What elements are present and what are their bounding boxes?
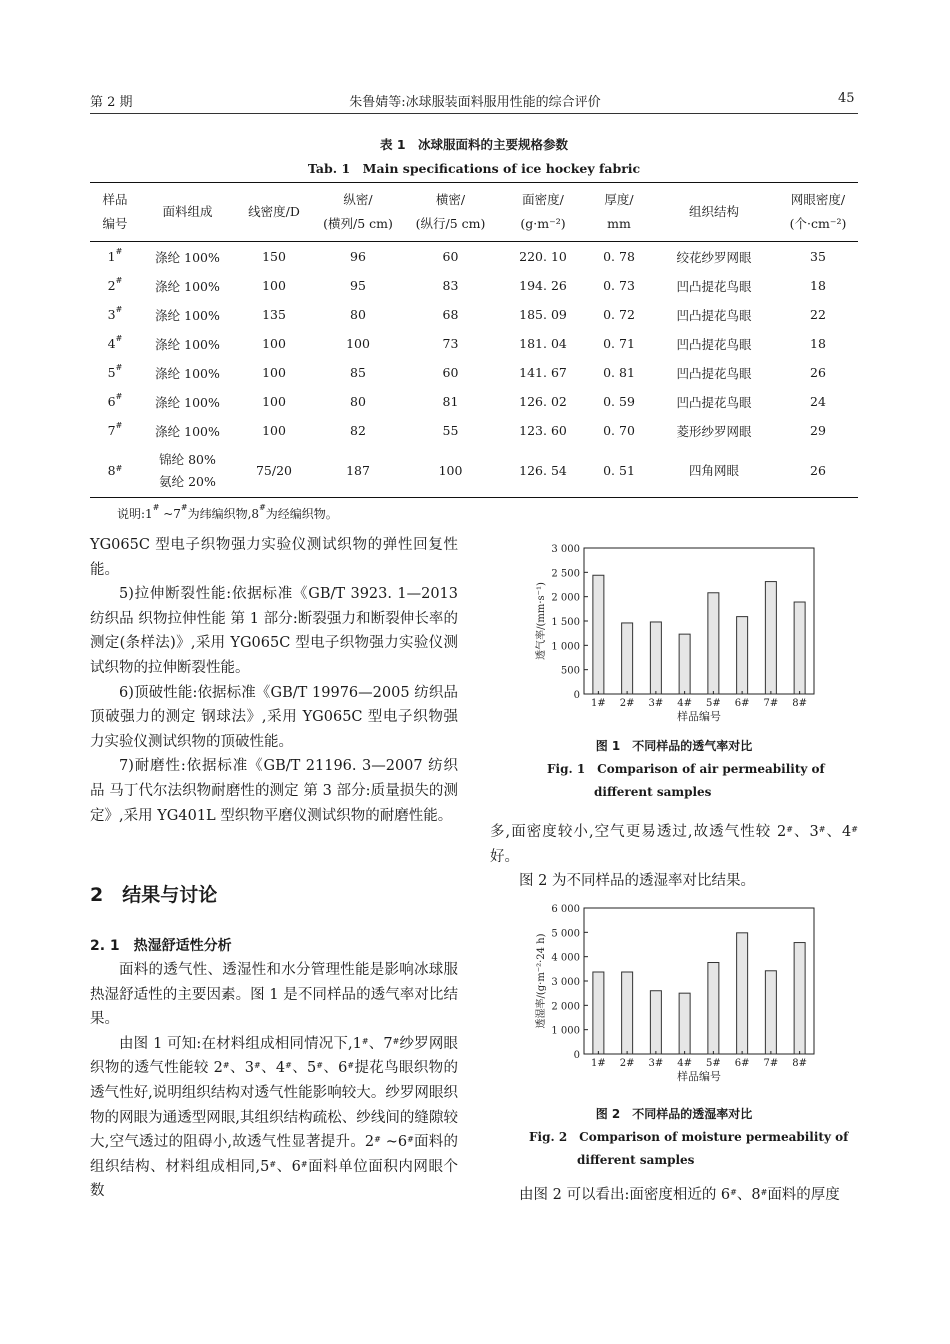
- table-cell: 1#: [107, 247, 123, 264]
- table-cell: 35: [810, 249, 826, 264]
- table-caption-en: Tab. 1 Main specifications of ice hockey fabric: [307, 161, 641, 176]
- bar: [708, 963, 719, 1054]
- fig1-caption-en-line2: different samples: [594, 785, 712, 799]
- table-cell: 100: [262, 278, 286, 293]
- table-cell: 85: [350, 365, 366, 380]
- table-header-cell: 线密度/D: [235, 183, 313, 242]
- bar: [765, 971, 776, 1054]
- table-cell: 0. 73: [603, 278, 635, 293]
- y-tick-label: 3 000: [551, 977, 580, 988]
- table-cell: 100: [262, 336, 286, 351]
- table-header-cell: 面料组成: [140, 183, 235, 242]
- table-cell: 126. 54: [498, 445, 588, 498]
- y-tick-label: 2 000: [551, 1001, 580, 1013]
- bar: [794, 943, 805, 1054]
- table-cell: 0. 78: [603, 249, 635, 264]
- table-cell: 75/20: [235, 445, 313, 498]
- paragraph: 6)顶破性能:依据标准《GB/T 19976—2005 纺织品 顶破强力的测定 钢球法》,采用 YG065C 型电子织物强力实验仪测试织物的顶破性能。: [90, 684, 458, 750]
- table-row: [90, 445, 858, 498]
- y-tick-label: 1 000: [551, 641, 580, 653]
- table-cell: 73: [442, 336, 459, 351]
- table-header-cell: 纵密/ (横列/5 cm): [313, 183, 403, 242]
- table-header-cell: 样品 编号: [90, 183, 140, 242]
- table-cell: 0. 70: [603, 423, 635, 438]
- x-tick-label: 4#: [677, 1058, 692, 1069]
- x-axis-label: 样品编号: [677, 1070, 721, 1083]
- right-paragraph-3: 由图 2 可以看出:面密度相近的 6#、8#面料的厚度: [519, 1187, 840, 1203]
- paragraph: 面料的透气性、透湿性和水分管理性能是影响冰球服热湿舒适性的主要因素。图 1 是不同样品的透气率对比结果。: [90, 962, 458, 1028]
- table-cell: 80: [350, 307, 366, 322]
- x-tick-label: 1#: [591, 1058, 606, 1069]
- table-header-cell: 网眼密度/ (个·cm⁻²): [778, 183, 858, 242]
- running-title: 朱鲁婧等:冰球服装面料服用性能的综合评价: [349, 95, 601, 110]
- x-tick-label: 3#: [648, 1058, 664, 1069]
- table-cell: 0. 59: [603, 394, 635, 409]
- subsection-heading: 2. 1 热湿舒适性分析: [90, 938, 232, 954]
- table-cell: 18: [810, 278, 826, 293]
- table-cell: 150: [262, 249, 286, 264]
- bar: [765, 582, 776, 694]
- table-cell: 24: [810, 394, 826, 409]
- plot-frame: [584, 908, 814, 1054]
- table-cell: 194. 26: [519, 278, 567, 293]
- table-cell: 135: [262, 307, 286, 322]
- paragraph: 由图 1 可知:在材料组成相同情况下,1#、7#纱罗网眼织物的透气性能较 2#、3#、4#、5#、6#提花鸟眼织物的透气性好,说明组织结构对透气性能影响较大。纱罗网眼织物的网眼为通透型网眼,其组织结构疏松、纱线间的缝隙较大,空气透过的阻碍小,故透气性显著提升。2# ~6#面料的组织结构、材料组成相同,5#、6#面料单位面积内网眼个数: [90, 1035, 459, 1200]
- table-cell: 8#: [90, 445, 140, 498]
- table-cell: 95: [350, 278, 366, 293]
- table-cell: 菱形纱罗网眼: [676, 423, 752, 439]
- fig2-caption-en-line1: Fig. 2 Comparison of moisture permeability of: [529, 1130, 849, 1144]
- bar: [650, 622, 661, 694]
- x-tick-label: 7#: [763, 698, 779, 709]
- x-tick-label: 8#: [792, 698, 807, 709]
- table-cell: 123. 60: [519, 423, 567, 438]
- bar: [737, 617, 748, 694]
- table-header-cell: 面密度/ (g·m⁻²): [498, 183, 588, 242]
- table-caption-cn: 表 1 冰球服面料的主要规格参数: [379, 137, 569, 152]
- fig1-caption-en-line1: Fig. 1 Comparison of air permeability of: [547, 762, 825, 776]
- table-cell: 55: [442, 423, 459, 438]
- table-body: [90, 242, 858, 498]
- table-row: [90, 387, 858, 416]
- x-tick-label: 6#: [734, 698, 750, 709]
- table-cell: 68: [442, 307, 459, 322]
- table-row: [90, 358, 858, 387]
- table-row: [90, 416, 858, 445]
- right-column-text-3: [490, 1183, 858, 1208]
- bar: [622, 972, 633, 1054]
- left-column-text: [90, 533, 458, 828]
- right-column-text: [490, 820, 858, 894]
- table-cell: 锦纶 80% 氨纶 20%: [140, 445, 235, 498]
- table-cell: 2#: [107, 276, 123, 293]
- bar: [737, 933, 748, 1054]
- table-cell: 凹凸提花鸟眼: [676, 278, 752, 294]
- y-tick-label: 2 500: [551, 568, 580, 580]
- paragraph: 5)拉伸断裂性能:依据标准《GB/T 3923. 1—2013 纺织品 织物拉伸性能 第 1 部分:断裂强力和断裂伸长率的测定(条样法)》,采用 YG065C 型电子织物强力实验仪测试织物的拉伸断裂性能。: [90, 586, 458, 676]
- table-cell: 绞花纱罗网眼: [676, 249, 752, 265]
- x-tick-label: 4#: [677, 698, 692, 709]
- plot-frame: [584, 548, 814, 694]
- table-cell: 60: [442, 249, 459, 264]
- page-number: 45: [838, 91, 855, 106]
- fig2-caption-en-line2: different samples: [577, 1153, 695, 1167]
- moisture-permeability-chart: [530, 900, 830, 1095]
- table-cell: 220. 10: [519, 249, 567, 264]
- journal-issue: 第 2 期: [90, 95, 133, 110]
- x-tick-label: 7#: [763, 1058, 779, 1069]
- table-cell: 26: [810, 365, 826, 380]
- table-cell: 100: [262, 365, 286, 380]
- y-tick-label: 1 500: [551, 617, 580, 628]
- table-cell: 29: [810, 423, 826, 438]
- bar: [593, 972, 604, 1054]
- table-cell: 凹凸提花鸟眼: [676, 365, 752, 381]
- table-cell: 涤纶 100%: [155, 249, 220, 265]
- section-heading: 2 结果与讨论: [90, 884, 218, 906]
- table-cell: 凹凸提花鸟眼: [676, 336, 752, 352]
- x-tick-label: 5#: [706, 698, 721, 709]
- table-cell: 185. 09: [519, 307, 567, 322]
- table-cell: 6#: [107, 392, 123, 409]
- x-tick-label: 2#: [619, 1058, 635, 1069]
- table-cell: 81: [442, 394, 459, 409]
- right-paragraph-2: 图 2 为不同样品的透湿率对比结果。: [519, 873, 755, 890]
- bar: [622, 623, 633, 694]
- bar: [794, 602, 805, 694]
- fig2-caption-cn: 图 2 不同样品的透湿率对比: [595, 1107, 753, 1121]
- header-rule: [90, 113, 858, 114]
- table-cell: 187: [313, 445, 403, 498]
- y-tick-label: 0: [573, 690, 580, 701]
- table-cell: 涤纶 100%: [155, 336, 220, 352]
- table-cell: 涤纶 100%: [155, 394, 220, 410]
- table-cell: 7#: [107, 421, 123, 438]
- x-tick-label: 2#: [619, 698, 635, 709]
- fig1-caption-en: [547, 758, 825, 804]
- table-cell: 4#: [107, 334, 123, 351]
- table-cell: 凹凸提花鸟眼: [676, 394, 752, 410]
- table-cell: 3#: [107, 305, 123, 322]
- table-cell: 60: [442, 365, 459, 380]
- y-tick-label: 6 000: [551, 904, 580, 915]
- table-cell: 0. 71: [603, 336, 635, 351]
- table-cell: 四角网眼: [650, 445, 778, 498]
- table-cell: 0. 81: [603, 365, 635, 380]
- table-cell: 0. 51: [588, 445, 650, 498]
- table-cell: 0. 72: [603, 307, 635, 322]
- table-cell: 126. 02: [519, 394, 567, 409]
- table-cell: 5#: [107, 363, 123, 380]
- table-cell: 涤纶 100%: [155, 278, 220, 294]
- table-cell: 80: [350, 394, 366, 409]
- table-cell: 141. 67: [519, 365, 567, 380]
- table-cell: 100: [262, 394, 286, 409]
- x-axis-label: 样品编号: [677, 710, 721, 723]
- table-cell: 100: [262, 423, 286, 438]
- table-cell: 涤纶 100%: [155, 365, 220, 381]
- bar: [708, 593, 719, 694]
- right-paragraph-1: 多,面密度较小,空气更易透过,故透气性较 2#、3#、4#好。: [490, 824, 858, 865]
- paragraph: 7)耐磨性:依据标准《GB/T 21196. 3—2007 纺织品 马丁代尔法织物耐磨性的测定 第 3 部分:质量损失的测定》,采用 YG401L 型织物平磨仪测试织物的耐磨性能。: [90, 758, 458, 824]
- table-header-cell: 厚度/ mm: [588, 183, 650, 242]
- x-tick-label: 1#: [591, 698, 606, 709]
- table-cell: 100: [346, 336, 370, 351]
- table-header-row: [90, 183, 858, 242]
- table-cell: 82: [350, 423, 366, 438]
- y-tick-label: 3 000: [551, 544, 580, 555]
- table-cell: 18: [810, 336, 826, 351]
- table-cell: 涤纶 100%: [155, 307, 220, 323]
- bar: [679, 993, 690, 1054]
- left-column-text-2: [90, 958, 458, 1204]
- y-tick-label: 0: [573, 1050, 580, 1061]
- x-tick-label: 6#: [734, 1058, 750, 1069]
- y-axis-label: 透湿率/(g·m⁻²·24 h): [536, 933, 547, 1029]
- table-cell: 凹凸提花鸟眼: [676, 307, 752, 323]
- y-axis-label: 透气率/(mm·s⁻¹): [536, 582, 547, 660]
- bar: [650, 991, 661, 1054]
- table-cell: 22: [810, 307, 826, 322]
- table-cell: 96: [350, 249, 366, 264]
- fig1-caption-cn: 图 1 不同样品的透气率对比: [595, 739, 753, 753]
- table-row: [90, 242, 858, 272]
- y-tick-label: 1 000: [551, 1025, 580, 1037]
- table-header-cell: 横密/ (纵行/5 cm): [403, 183, 498, 242]
- x-tick-label: 8#: [792, 1058, 807, 1069]
- table-row: [90, 300, 858, 329]
- table-row: [90, 271, 858, 300]
- x-tick-label: 5#: [706, 1058, 721, 1069]
- air-permeability-chart: [530, 540, 830, 730]
- y-tick-label: 500: [560, 665, 580, 677]
- table-row: [90, 329, 858, 358]
- y-tick-label: 5 000: [551, 928, 580, 940]
- spec-table: [90, 182, 858, 498]
- paragraph: YG065C 型电子织物强力实验仪测试织物的弹性回复性能。: [90, 537, 458, 578]
- y-tick-label: 2 000: [551, 592, 580, 604]
- table-cell: 涤纶 100%: [155, 423, 220, 439]
- bar: [679, 634, 690, 694]
- x-tick-label: 3#: [648, 698, 664, 709]
- y-tick-label: 4 000: [551, 952, 580, 964]
- table-cell: 83: [442, 278, 459, 293]
- bar: [593, 575, 604, 694]
- fig2-caption-en: [529, 1126, 848, 1172]
- table-cell: 181. 04: [519, 336, 567, 351]
- table-cell: 100: [403, 445, 498, 498]
- table-header-cell: 组织结构: [650, 183, 778, 242]
- table-note: 说明:1# ~7#为纬编织物,8#为经编织物。: [117, 503, 338, 521]
- table-cell: 26: [778, 445, 858, 498]
